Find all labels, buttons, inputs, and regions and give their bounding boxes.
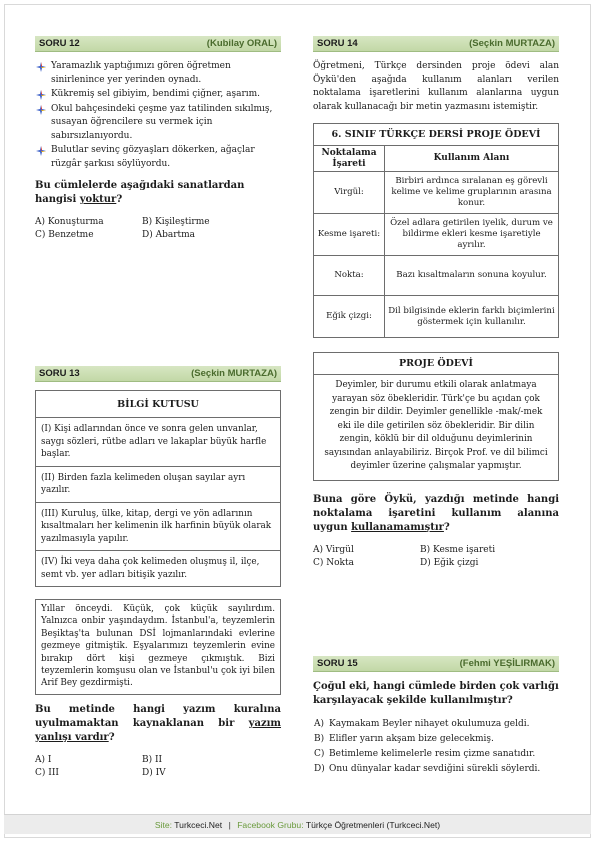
usage-cell: Özel adlara getirilen iyelik, durum ve bildirme ekleri kesme işaretiyle ayrılır. bbox=[385, 214, 559, 256]
option-a[interactable]: A) Virgül bbox=[313, 544, 354, 555]
info-box-title: BİLGİ KUTUSU bbox=[36, 391, 280, 418]
site-link[interactable]: Turkceci.Net bbox=[174, 820, 223, 830]
list-item bbox=[35, 60, 281, 87]
option-b[interactable] bbox=[313, 732, 559, 747]
prompt-emphasis: yoktur bbox=[79, 194, 117, 205]
question-prompt bbox=[35, 179, 281, 207]
table-row bbox=[314, 172, 559, 214]
option-d[interactable]: D) Eğik çizgi bbox=[420, 557, 479, 568]
question-author: (Seçkin MURTAZA) bbox=[469, 38, 555, 49]
prompt-emphasis: yazım yanlışı vardır bbox=[35, 717, 282, 743]
homework-text: Deyimler, bir durumu etkili olarak anlatmaya yarayan söz öbekleridir. Türk'çe bu açıdan çok zengin bir dildir. Deyimler genellikle -mak/-mek eki ile dile getirilen söz öbekleridir. Bir dilin zengin, köklü bir dil olduğunu deyimlerinin sayısından anlayabiliriz. Birçok Prof. ve dil bilimci deyimler üzerine çalışmalar yapmıştır. bbox=[324, 380, 548, 471]
option-label: A) bbox=[314, 719, 325, 729]
site-label: Site: bbox=[154, 820, 173, 830]
right-column bbox=[313, 36, 559, 774]
answer-options bbox=[313, 717, 559, 777]
usage-cell: Bazı kısaltmaların sonuna koyulur. bbox=[385, 256, 559, 296]
question-15-header bbox=[313, 656, 559, 672]
question-number: SORU 12 bbox=[39, 38, 80, 49]
usage-cell: Dil bilgisinde eklerin farklı biçimlerini göstermek için kullanılır. bbox=[385, 296, 559, 338]
mark-cell: Kesme işareti: bbox=[314, 214, 385, 256]
option-label: D) bbox=[314, 764, 325, 774]
star-bullet-icon bbox=[36, 62, 46, 72]
question-15 bbox=[313, 656, 559, 777]
column-header-usage: Kullanım Alanı bbox=[385, 146, 559, 172]
intro-paragraph: Öğretmeni, Türkçe dersinden proje ödevi alan Öykü'den aşağıda kullanım alanları verilen noktalama işaretlerini kullanım alanlarına uygun olarak kullanacağı bir metin yazmasını istemiştir. bbox=[313, 61, 559, 112]
option-b[interactable]: B) Kişileştirme bbox=[142, 217, 210, 227]
list-item bbox=[35, 103, 281, 144]
option-text: Elifler yarın akşam bize gelecekmiş. bbox=[329, 734, 494, 744]
option-text: Kaymakam Beyler nihayet okulumuza geldi. bbox=[329, 719, 530, 729]
prompt-text: Bu cümlelerde aşağıdaki sanatlardan hangisi bbox=[35, 180, 245, 205]
page-footer bbox=[4, 814, 591, 834]
option-text: Onu dünyalar kadar sevdiğini sürekli söylerdi. bbox=[329, 764, 541, 774]
star-bullet-icon bbox=[36, 105, 46, 115]
sentence-text: Bulutlar sevinç gözyaşları dökerken, ağaçlar rüzgâr şarkısı söylüyordu. bbox=[51, 145, 255, 169]
prompt-text: Bu metinde hangi yazım kuralına uyulmamaktan kaynaklanan bir bbox=[35, 703, 281, 729]
info-item: (II) Birden fazla kelimeden oluşan sayılar ayrı yazılır. bbox=[36, 467, 280, 503]
option-a[interactable]: A) I bbox=[35, 754, 52, 765]
question-14 bbox=[313, 36, 559, 570]
footer-separator: | bbox=[228, 820, 231, 830]
list-item bbox=[35, 88, 281, 102]
question-number: SORU 14 bbox=[317, 38, 358, 49]
sentence-list bbox=[35, 60, 281, 171]
question-13-header bbox=[35, 366, 281, 382]
usage-cell: Birbiri ardınca sıralanan eş görevli kelime ve kelime gruplarının arasına konur. bbox=[385, 172, 559, 214]
facebook-label: Facebook Grubu: bbox=[237, 820, 304, 830]
sentence-text: Okul bahçesindeki çeşme yaz tatilinden sıkılmış, susayan öğrencilere su vermek için sabırsızlanıyordu. bbox=[51, 103, 273, 141]
sentence-text: Yaramazlık yaptığımızı gören öğretmen sinirlenince yer yerinden oynadı. bbox=[51, 61, 231, 85]
prompt-end: ? bbox=[116, 194, 123, 205]
question-12-header bbox=[35, 36, 281, 52]
question-author: (Seçkin MURTAZA) bbox=[191, 368, 277, 379]
column-header-mark: Noktalama İşareti bbox=[314, 146, 385, 172]
option-label: B) bbox=[314, 734, 325, 744]
punctuation-table bbox=[313, 123, 559, 338]
question-12 bbox=[35, 36, 281, 242]
option-c[interactable]: C) Nokta bbox=[313, 557, 354, 568]
mark-cell: Virgül: bbox=[314, 172, 385, 214]
option-a[interactable]: A) Konuşturma bbox=[35, 217, 104, 227]
question-number: SORU 13 bbox=[39, 368, 80, 379]
option-a[interactable] bbox=[313, 717, 559, 732]
option-c[interactable] bbox=[313, 747, 559, 762]
option-d[interactable]: D) Abartma bbox=[142, 230, 196, 240]
homework-title: PROJE ÖDEVİ bbox=[314, 353, 558, 375]
option-d[interactable] bbox=[313, 762, 559, 777]
sentence-text: Kükremiş sel gibiyim, bendimi çiğner, aşarım. bbox=[51, 89, 261, 99]
table-row bbox=[314, 214, 559, 256]
question-author: (Fehmi YEŞİLIRMAK) bbox=[459, 658, 555, 669]
question-number: SORU 15 bbox=[317, 658, 358, 669]
table-title: 6. SINIF TÜRKÇE DERSİ PROJE ÖDEVİ bbox=[314, 124, 559, 146]
option-d[interactable]: D) IV bbox=[142, 767, 166, 778]
left-column bbox=[35, 36, 282, 778]
prompt-text: Buna göre Öykü, yazdığı metinde hangi noktalama işaretini kullanım alanına uygun bbox=[313, 493, 559, 533]
prompt-emphasis: kullanamamıştır bbox=[351, 521, 444, 533]
option-c[interactable]: C) Benzetme bbox=[35, 230, 94, 240]
answer-options bbox=[313, 544, 559, 570]
question-prompt bbox=[35, 703, 281, 745]
list-item bbox=[35, 144, 281, 171]
option-b[interactable]: B) Kesme işareti bbox=[420, 544, 496, 555]
question-14-header bbox=[313, 36, 559, 52]
question-13 bbox=[35, 366, 281, 780]
option-c[interactable]: C) III bbox=[35, 767, 59, 778]
prompt-end: ? bbox=[443, 521, 450, 533]
table-row bbox=[314, 256, 559, 296]
question-prompt bbox=[313, 493, 559, 535]
answer-options bbox=[35, 216, 281, 242]
answer-options bbox=[35, 754, 281, 780]
option-b[interactable]: B) II bbox=[142, 754, 163, 765]
star-bullet-icon bbox=[36, 146, 46, 156]
star-bullet-icon bbox=[36, 90, 46, 100]
prompt-end: ? bbox=[108, 731, 115, 743]
mark-cell: Nokta: bbox=[314, 256, 385, 296]
option-text: Betimleme kelimelerle resim çizme sanatıdır. bbox=[329, 749, 536, 759]
option-label: C) bbox=[314, 749, 325, 759]
question-prompt: Çoğul eki, hangi cümlede birden çok varlığı karşılayacak şekilde kullanılmıştır? bbox=[313, 681, 559, 706]
info-item: (IV) İki veya daha çok kelimeden oluşmuş il, ilçe, semt vb. yer adları bitişik yazılır. bbox=[41, 557, 260, 580]
homework-box bbox=[313, 352, 559, 481]
info-box bbox=[35, 390, 281, 587]
info-item: (I) Kişi adlarından önce ve sonra gelen unvanlar, saygı sözleri, rütbe adları ve lakaplar büyük harfle başlar. bbox=[36, 418, 280, 467]
question-author: (Kubilay ORAL) bbox=[206, 38, 277, 49]
story-text: Yıllar önceydi. Küçük, çok küçük sayılırdım. Yalnızca onbir yaşındaydım. İstanbul'a, teyzemlerin Beşiktaş'ta bulunan DSİ lojmanlarındaki evlerine gezmeye gitmiştik. Eşyalarımızı teyzemlerin evine bırakıp dört kişi gezmeye çıkmıştık. Bizi teyzemlerin komşusu olan ve İstanbul'u çok iyi bilen Arif Bey gezdirmişti. bbox=[35, 599, 281, 695]
facebook-group-link[interactable]: Türkçe Öğretmenleri (Turkceci.Net) bbox=[305, 820, 441, 830]
mark-cell: Eğik çizgi: bbox=[314, 296, 385, 338]
table-row bbox=[314, 296, 559, 338]
info-item: (III) Kuruluş, ülke, kitap, dergi ve yön adlarının kısaltmaları her kelimenin ilk harfinin büyük olarak yazılmasıyla yapılır. bbox=[36, 503, 280, 552]
